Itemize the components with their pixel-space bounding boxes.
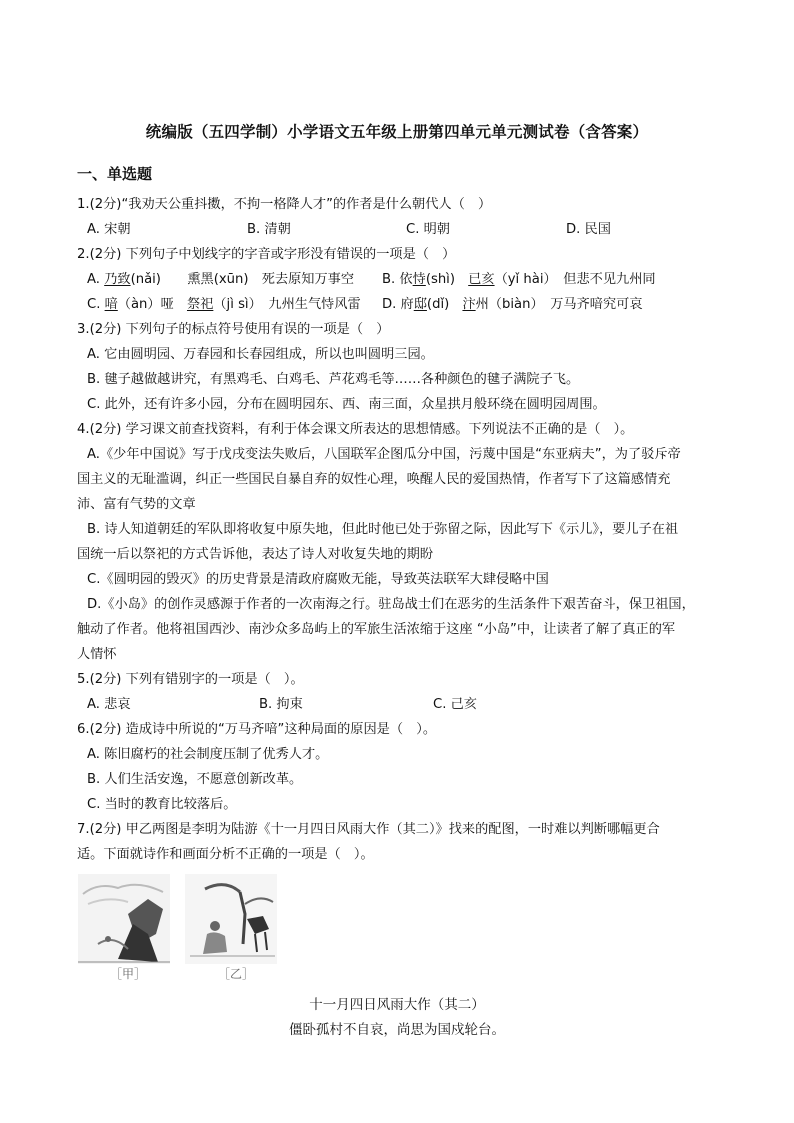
painting-yi-image — [185, 874, 277, 964]
q2-b-rest-2: （yǐ hài） 但悲不见九州同 — [494, 272, 656, 287]
q2-a-rest: (nǎi) 熏黑(xūn) 死去原知万事空 — [130, 272, 355, 287]
q7-stem-line2: 适。下面就诗作和画面分析不正确的一项是（ ）。 — [77, 847, 374, 862]
q2-c-rest: （àn）哑 — [117, 297, 187, 312]
q4-option-b-line2: 国统一后以祭祀的方式告诉他，表达了诗人对收复失地的期盼 — [77, 547, 434, 562]
q2-option-c[interactable] — [87, 296, 361, 314]
q2-option-d[interactable] — [382, 296, 643, 314]
q2-b-prefix: B. 依 — [382, 272, 413, 287]
q5-option-a[interactable]: A. 悲哀 — [87, 697, 131, 712]
q3-option-b[interactable]: B. 毽子越做越讲究，有黑鸡毛、白鸡毛、芦花鸡毛等……各种颜色的毽子满院子飞。 — [87, 372, 580, 387]
q4-stem: 4.(2分) 学习课文前查找资料，有利于体会课文所表达的思想情感。下列说法不正确的是（ ）。 — [77, 422, 634, 437]
q2-option-b[interactable] — [382, 271, 656, 289]
q4-option-d-line3: 人情怀 — [77, 647, 117, 662]
q2-c-prefix: C. — [87, 297, 105, 312]
q1-stem: 1.(2分)“我劝天公重抖擞，不拘一格降人才”的作者是什么朝代人（ ） — [77, 197, 492, 212]
caption-jia: ［甲］ — [110, 967, 147, 981]
page-title: 统编版（五四学制）小学语文五年级上册第四单元单元测试卷（含答案） — [145, 123, 649, 141]
q2-a-prefix: A. — [87, 272, 105, 287]
q4-option-a-line2: 国主义的无耻滥调，纠正一些国民自暴自弃的奴性心理，唤醒人民的爱国热情，作者写下了这篇感情充 — [77, 472, 671, 487]
q3-stem: 3.(2分) 下列句子的标点符号使用有误的一项是（ ） — [77, 322, 390, 337]
q6-option-b[interactable]: B. 人们生活安逸，不愿意创新改革。 — [87, 772, 303, 787]
q7-stem-line1: 7.(2分) 甲乙两图是李明为陆游《十一月四日风雨大作（其二）》找来的配图，一时难以判断哪幅更合 — [77, 822, 660, 837]
q5-option-c[interactable]: C. 己亥 — [433, 697, 477, 712]
q1-option-b[interactable]: B. 清朝 — [247, 222, 291, 237]
q1-option-c[interactable]: C. 明朝 — [406, 222, 450, 237]
q6-stem: 6.(2分) 造成诗中所说的“万马齐喑”这种局面的原因是（ ）。 — [77, 722, 437, 737]
q1-option-a[interactable]: A. 宋朝 — [87, 222, 131, 237]
q4-option-a-line1[interactable]: A.《少年中国说》写于戊戌变法失败后，八国联军企图瓜分中国，污蔑中国是“东亚病夫”，为了驳斥帝 — [87, 447, 681, 462]
q2-c-rest-2: （jì sì） 九州生气恃风雷 — [213, 297, 361, 312]
q6-option-a[interactable]: A. 陈旧腐朽的社会制度压制了优秀人才。 — [87, 747, 329, 762]
q4-option-b-line1[interactable]: B. 诗人知道朝廷的军队即将收复中原失地，但此时他已处于弥留之际，因此写下《示儿》，要儿子在祖 — [87, 522, 679, 537]
painting-jia-image — [78, 874, 170, 964]
q2-option-a[interactable] — [87, 271, 354, 289]
q4-option-d-line2: 触动了作者。他将祖国西沙、南沙众多岛屿上的军旅生活浓缩于这座 “小岛”中，让读者了解了真正的军 — [77, 622, 676, 637]
q4-option-a-line3: 沛、富有气势的文章 — [77, 497, 196, 512]
q2-d-underlined-2: 汴 — [462, 297, 476, 312]
q5-option-b[interactable]: B. 拘束 — [259, 697, 303, 712]
q2-d-prefix: D. 府 — [382, 297, 414, 312]
q3-option-c[interactable]: C. 此外，还有许多小园，分布在圆明园东、西、南三面，众星拱月般环绕在圆明园周围。 — [87, 397, 606, 412]
q2-a-underlined: 乃致 — [104, 272, 131, 287]
section-heading: 一、单选题 — [77, 165, 153, 183]
q2-d-rest: (dǐ) — [426, 297, 463, 312]
q4-option-d-line1[interactable]: D.《小岛》的创作灵感源于作者的一次南海之行。驻岛战士们在恶劣的生活条件下艰苦奋斗，保卫祖国， — [87, 597, 695, 612]
q1-option-d[interactable]: D. 民国 — [566, 222, 611, 237]
q2-b-underlined: 恃 — [412, 272, 426, 287]
q2-d-rest-2: 州（biàn） 万马齐喑究可哀 — [475, 297, 643, 312]
q2-c-underlined: 喑 — [104, 297, 118, 312]
q5-stem: 5.(2分) 下列有错别字的一项是（ ）。 — [77, 672, 304, 687]
q2-c-underlined-2: 祭祀 — [186, 297, 214, 312]
poem-line: 僵卧孤村不自哀，尚思为国戍轮台。 — [289, 1022, 505, 1038]
q3-option-a[interactable]: A. 它由圆明园、万春园和长春园组成，所以也叫圆明三园。 — [87, 347, 434, 362]
q2-d-underlined: 邸 — [413, 297, 427, 312]
caption-yi: ［乙］ — [218, 967, 255, 981]
q6-option-c[interactable]: C. 当时的教育比较落后。 — [87, 797, 237, 812]
poem-title: 十一月四日风雨大作（其二） — [309, 997, 485, 1013]
q2-b-rest: (shì) — [425, 272, 469, 287]
q2-stem: 2.(2分) 下列句子中划线字的字音或字形没有错误的一项是（ ） — [77, 247, 456, 262]
q2-b-underlined-2: 已亥 — [468, 272, 495, 287]
q4-option-c[interactable]: C.《圆明园的毁灭》的历史背景是清政府腐败无能，导致英法联军大肆侵略中国 — [87, 572, 549, 587]
